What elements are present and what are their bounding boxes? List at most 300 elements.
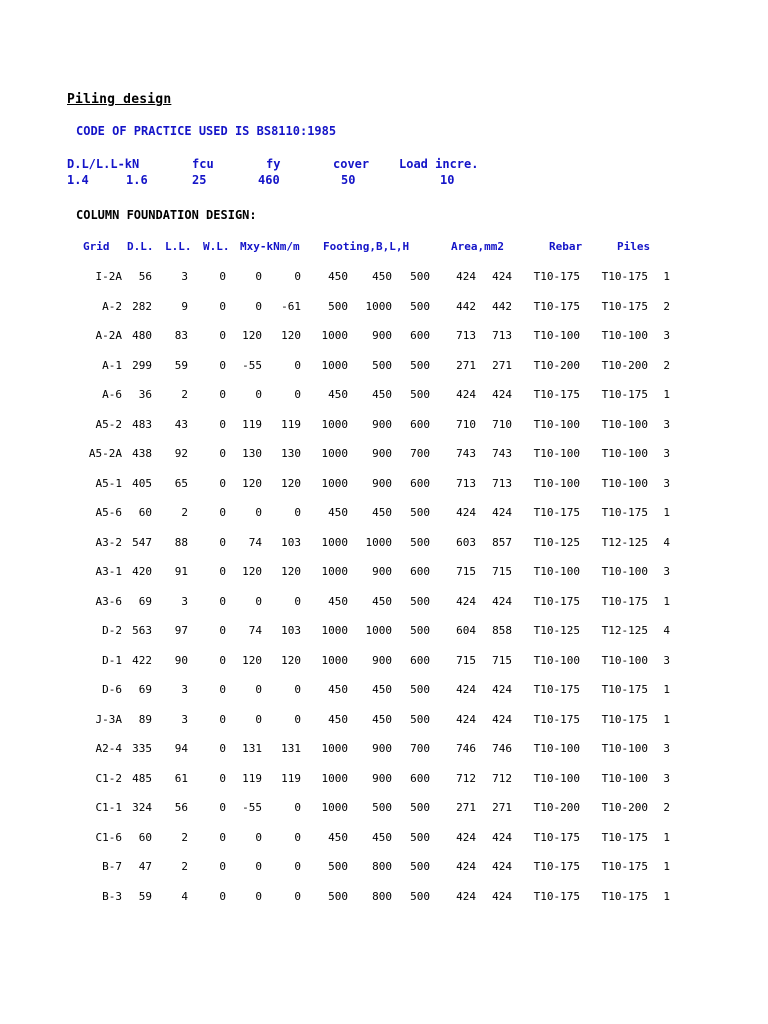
table-body — [0, 270, 768, 919]
cell-moment-y: 0 — [294, 506, 301, 519]
cell-dead-load: 36 — [138, 388, 152, 401]
cell-footing-h: 600 — [410, 417, 430, 431]
cell-footing-l: 900 — [372, 329, 392, 342]
cell-moment-x: 120 — [242, 329, 262, 342]
cell-rebar-x: T10-175 — [533, 860, 580, 873]
cell-area-y: 424 — [492, 683, 512, 696]
cell-rebar-y: T10-175 — [601, 388, 648, 401]
cell-area-y: 424 — [492, 388, 512, 401]
cell-moment-x: 0 — [255, 594, 262, 608]
cell-footing-h: 500 — [410, 712, 430, 726]
cell-moment-x: 0 — [255, 270, 262, 283]
cell-moment-x: 120 — [242, 653, 262, 667]
cell-wind-load: 0 — [219, 358, 226, 372]
column-header-rebar: Rebar — [549, 240, 583, 253]
cell-footing-l: 500 — [372, 358, 392, 372]
cell-wind-load: 0 — [219, 860, 226, 873]
cell-rebar-x: T10-175 — [533, 889, 580, 903]
cell-rebar-x: T10-100 — [533, 447, 580, 460]
cell-area-x: 715 — [456, 565, 476, 578]
cell-area-y: 271 — [492, 358, 512, 372]
cell-live-load: 43 — [174, 417, 188, 431]
cell-footing-h: 600 — [410, 653, 430, 667]
cell-rebar-x: T10-100 — [533, 565, 580, 578]
cell-wind-load: 0 — [219, 889, 226, 903]
cell-footing-l: 800 — [372, 889, 392, 903]
cell-rebar-y: T12-125 — [601, 624, 648, 637]
cell-area-y: 712 — [492, 771, 512, 785]
code-of-practice-line: CODE OF PRACTICE USED IS BS8110:1985 — [76, 124, 337, 138]
table-row — [0, 742, 768, 772]
cell-wind-load: 0 — [219, 624, 226, 637]
cell-moment-x: 0 — [255, 299, 262, 313]
cell-piles: 3 — [663, 771, 670, 785]
cell-rebar-x: T10-175 — [533, 506, 580, 519]
cell-footing-h: 500 — [410, 889, 430, 903]
table-row — [0, 772, 768, 802]
param-header-fy: fy — [266, 157, 281, 171]
cell-footing-h: 500 — [410, 299, 430, 313]
table-row — [0, 447, 768, 477]
cell-moment-y: 120 — [281, 329, 301, 342]
cell-area-y: 857 — [492, 535, 512, 549]
cell-wind-load: 0 — [219, 801, 226, 814]
cell-wind-load: 0 — [219, 447, 226, 460]
cell-area-y: 424 — [492, 712, 512, 726]
cell-moment-x: 0 — [255, 683, 262, 696]
cell-rebar-x: T10-125 — [533, 624, 580, 637]
cell-moment-y: 0 — [294, 388, 301, 401]
column-header-grid: Grid — [83, 240, 110, 253]
cell-rebar-y: T10-175 — [601, 860, 648, 873]
param-header-load-increment: Load incre. — [399, 157, 479, 171]
parameter-values — [0, 173, 768, 189]
cell-rebar-y: T10-100 — [601, 653, 648, 667]
cell-footing-l: 900 — [372, 742, 392, 755]
param-value-fcu: 25 — [192, 173, 207, 187]
cell-rebar-y: T10-175 — [601, 299, 648, 313]
table-row — [0, 654, 768, 684]
cell-footing-b: 450 — [328, 683, 348, 696]
cell-piles: 1 — [663, 388, 670, 401]
cell-moment-x: 74 — [248, 624, 262, 637]
cell-footing-b: 1000 — [321, 801, 348, 814]
cell-wind-load: 0 — [219, 506, 226, 519]
cell-grid: A3-6 — [95, 594, 122, 608]
cell-wind-load: 0 — [219, 476, 226, 490]
cell-dead-load: 405 — [132, 476, 152, 490]
cell-live-load: 97 — [174, 624, 188, 637]
table-row — [0, 565, 768, 595]
cell-footing-b: 450 — [328, 594, 348, 608]
cell-area-x: 424 — [456, 712, 476, 726]
cell-rebar-y: T10-200 — [601, 358, 648, 372]
cell-rebar-y: T10-100 — [601, 742, 648, 755]
cell-rebar-x: T10-175 — [533, 830, 580, 844]
cell-area-x: 713 — [456, 329, 476, 342]
cell-live-load: 88 — [174, 535, 188, 549]
cell-dead-load: 485 — [132, 771, 152, 785]
cell-dead-load: 438 — [132, 447, 152, 460]
cell-dead-load: 59 — [138, 889, 152, 903]
cell-rebar-y: T10-200 — [601, 801, 648, 814]
cell-rebar-x: T10-175 — [533, 683, 580, 696]
cell-moment-x: 119 — [242, 417, 262, 431]
table-row — [0, 359, 768, 389]
cell-moment-y: 119 — [281, 771, 301, 785]
cell-moment-x: 120 — [242, 565, 262, 578]
cell-live-load: 90 — [174, 653, 188, 667]
section-title: COLUMN FOUNDATION DESIGN: — [76, 208, 257, 222]
cell-wind-load: 0 — [219, 270, 226, 283]
cell-wind-load: 0 — [219, 712, 226, 726]
cell-piles: 2 — [663, 801, 670, 814]
cell-area-x: 743 — [456, 447, 476, 460]
cell-rebar-y: T10-175 — [601, 594, 648, 608]
cell-live-load: 3 — [181, 270, 188, 283]
cell-grid: A2-4 — [95, 742, 122, 755]
cell-rebar-y: T10-100 — [601, 565, 648, 578]
cell-wind-load: 0 — [219, 742, 226, 755]
table-row — [0, 890, 768, 920]
cell-area-x: 271 — [456, 801, 476, 814]
cell-footing-l: 450 — [372, 830, 392, 844]
cell-live-load: 83 — [174, 329, 188, 342]
cell-footing-l: 450 — [372, 270, 392, 283]
cell-area-x: 713 — [456, 476, 476, 490]
param-header-load-factors: D.L/L.L-kN — [67, 157, 140, 171]
cell-area-y: 424 — [492, 506, 512, 519]
cell-rebar-x: T10-175 — [533, 270, 580, 283]
cell-moment-y: 0 — [294, 801, 301, 814]
cell-footing-h: 500 — [410, 860, 430, 873]
cell-rebar-x: T10-100 — [533, 417, 580, 431]
cell-piles: 3 — [663, 417, 670, 431]
cell-area-y: 743 — [492, 447, 512, 460]
cell-grid: C1-6 — [95, 830, 122, 844]
cell-area-x: 712 — [456, 771, 476, 785]
table-header — [0, 240, 768, 256]
cell-footing-l: 800 — [372, 860, 392, 873]
cell-area-y: 713 — [492, 476, 512, 490]
cell-piles: 1 — [663, 860, 670, 873]
cell-grid: I-2A — [95, 270, 122, 283]
cell-moment-y: 0 — [294, 830, 301, 844]
cell-moment-y: 0 — [294, 358, 301, 372]
cell-dead-load: 60 — [138, 506, 152, 519]
cell-footing-h: 500 — [410, 535, 430, 549]
table-row — [0, 683, 768, 713]
cell-grid: D-2 — [102, 624, 122, 637]
cell-piles: 3 — [663, 329, 670, 342]
cell-grid: J-3A — [95, 712, 122, 726]
cell-wind-load: 0 — [219, 417, 226, 431]
cell-piles: 3 — [663, 653, 670, 667]
cell-grid: C1-1 — [95, 801, 122, 814]
cell-rebar-y: T10-100 — [601, 771, 648, 785]
cell-piles: 1 — [663, 889, 670, 903]
cell-dead-load: 420 — [132, 565, 152, 578]
cell-area-x: 710 — [456, 417, 476, 431]
cell-footing-h: 500 — [410, 683, 430, 696]
cell-moment-x: 0 — [255, 712, 262, 726]
cell-footing-b: 450 — [328, 506, 348, 519]
cell-footing-b: 1000 — [321, 417, 348, 431]
cell-live-load: 2 — [181, 830, 188, 844]
cell-moment-y: 0 — [294, 860, 301, 873]
cell-footing-h: 500 — [410, 388, 430, 401]
param-value-load-increment: 10 — [440, 173, 455, 187]
cell-area-y: 271 — [492, 801, 512, 814]
cell-live-load: 61 — [174, 771, 188, 785]
cell-dead-load: 60 — [138, 830, 152, 844]
cell-live-load: 3 — [181, 712, 188, 726]
cell-live-load: 92 — [174, 447, 188, 460]
cell-footing-b: 500 — [328, 860, 348, 873]
cell-live-load: 2 — [181, 388, 188, 401]
cell-wind-load: 0 — [219, 299, 226, 313]
cell-rebar-x: T10-125 — [533, 535, 580, 549]
table-row — [0, 300, 768, 330]
cell-rebar-x: T10-175 — [533, 594, 580, 608]
cell-live-load: 59 — [174, 358, 188, 372]
cell-footing-h: 500 — [410, 801, 430, 814]
cell-rebar-x: T10-100 — [533, 771, 580, 785]
param-value-dl-factor: 1.4 — [67, 173, 89, 187]
cell-moment-y: -61 — [281, 299, 301, 313]
cell-footing-h: 500 — [410, 358, 430, 372]
cell-live-load: 3 — [181, 683, 188, 696]
cell-rebar-y: T10-100 — [601, 329, 648, 342]
cell-moment-y: 0 — [294, 712, 301, 726]
table-row — [0, 506, 768, 536]
cell-dead-load: 282 — [132, 299, 152, 313]
cell-footing-h: 600 — [410, 565, 430, 578]
cell-rebar-x: T10-100 — [533, 329, 580, 342]
cell-moment-y: 103 — [281, 535, 301, 549]
cell-area-x: 424 — [456, 270, 476, 283]
cell-moment-x: 131 — [242, 742, 262, 755]
page-title: Piling design — [67, 92, 172, 107]
cell-grid: A3-2 — [95, 535, 122, 549]
cell-piles: 3 — [663, 565, 670, 578]
cell-area-x: 746 — [456, 742, 476, 755]
cell-footing-h: 600 — [410, 329, 430, 342]
cell-footing-l: 450 — [372, 506, 392, 519]
cell-dead-load: 422 — [132, 653, 152, 667]
cell-area-y: 424 — [492, 830, 512, 844]
cell-live-load: 94 — [174, 742, 188, 755]
table-row — [0, 831, 768, 861]
table-row — [0, 801, 768, 831]
cell-live-load: 3 — [181, 594, 188, 608]
cell-footing-l: 900 — [372, 476, 392, 490]
cell-footing-l: 450 — [372, 712, 392, 726]
cell-rebar-x: T10-100 — [533, 653, 580, 667]
cell-rebar-x: T10-100 — [533, 476, 580, 490]
cell-live-load: 4 — [181, 889, 188, 903]
cell-wind-load: 0 — [219, 535, 226, 549]
cell-wind-load: 0 — [219, 830, 226, 844]
cell-dead-load: 480 — [132, 329, 152, 342]
cell-moment-x: 130 — [242, 447, 262, 460]
cell-grid: D-6 — [102, 683, 122, 696]
cell-piles: 1 — [663, 683, 670, 696]
cell-footing-b: 450 — [328, 712, 348, 726]
cell-rebar-y: T10-100 — [601, 417, 648, 431]
cell-grid: B-3 — [102, 889, 122, 903]
cell-footing-l: 900 — [372, 417, 392, 431]
cell-area-x: 424 — [456, 889, 476, 903]
cell-area-x: 715 — [456, 653, 476, 667]
cell-wind-load: 0 — [219, 388, 226, 401]
cell-wind-load: 0 — [219, 683, 226, 696]
column-header-piles: Piles — [617, 240, 651, 253]
cell-footing-b: 500 — [328, 889, 348, 903]
cell-footing-b: 500 — [328, 299, 348, 313]
cell-moment-y: 103 — [281, 624, 301, 637]
cell-grid: C1-2 — [95, 771, 122, 785]
table-row — [0, 624, 768, 654]
cell-area-y: 715 — [492, 565, 512, 578]
cell-live-load: 56 — [174, 801, 188, 814]
cell-area-y: 424 — [492, 860, 512, 873]
cell-footing-b: 1000 — [321, 565, 348, 578]
column-header-ll: L.L. — [165, 240, 192, 253]
cell-piles: 2 — [663, 299, 670, 313]
cell-wind-load: 0 — [219, 653, 226, 667]
cell-moment-y: 120 — [281, 653, 301, 667]
cell-grid: A5-2A — [88, 447, 122, 460]
cell-moment-x: 0 — [255, 388, 262, 401]
cell-footing-b: 450 — [328, 830, 348, 844]
cell-footing-b: 1000 — [321, 447, 348, 460]
cell-footing-b: 1000 — [321, 329, 348, 342]
cell-area-y: 424 — [492, 270, 512, 283]
param-value-cover: 50 — [341, 173, 356, 187]
table-row — [0, 713, 768, 743]
cell-live-load: 9 — [181, 299, 188, 313]
param-header-fcu: fcu — [192, 157, 214, 171]
cell-area-x: 603 — [456, 535, 476, 549]
cell-area-y: 715 — [492, 653, 512, 667]
cell-rebar-y: T12-125 — [601, 535, 648, 549]
cell-dead-load: 69 — [138, 594, 152, 608]
cell-grid: A5-6 — [95, 506, 122, 519]
cell-live-load: 2 — [181, 506, 188, 519]
cell-footing-l: 500 — [372, 801, 392, 814]
cell-grid: B-7 — [102, 860, 122, 873]
cell-area-x: 424 — [456, 388, 476, 401]
cell-area-x: 424 — [456, 860, 476, 873]
cell-area-x: 424 — [456, 594, 476, 608]
cell-footing-l: 1000 — [365, 299, 392, 313]
cell-dead-load: 299 — [132, 358, 152, 372]
cell-dead-load: 335 — [132, 742, 152, 755]
column-header-area: Area,mm2 — [451, 240, 504, 253]
cell-live-load: 65 — [174, 476, 188, 490]
cell-wind-load: 0 — [219, 329, 226, 342]
cell-footing-h: 600 — [410, 771, 430, 785]
cell-piles: 1 — [663, 712, 670, 726]
parameter-headers — [0, 157, 768, 173]
cell-piles: 3 — [663, 476, 670, 490]
table-row — [0, 477, 768, 507]
cell-rebar-y: T10-175 — [601, 683, 648, 696]
cell-rebar-y: T10-100 — [601, 476, 648, 490]
cell-dead-load: 56 — [138, 270, 152, 283]
cell-dead-load: 324 — [132, 801, 152, 814]
cell-piles: 4 — [663, 624, 670, 637]
cell-piles: 3 — [663, 742, 670, 755]
cell-grid: A5-1 — [95, 476, 122, 490]
cell-rebar-y: T10-175 — [601, 830, 648, 844]
cell-footing-h: 500 — [410, 624, 430, 637]
cell-wind-load: 0 — [219, 565, 226, 578]
cell-footing-h: 600 — [410, 476, 430, 490]
cell-footing-l: 450 — [372, 683, 392, 696]
column-header-moment: Mxy-kNm/m — [240, 240, 300, 253]
cell-moment-y: 131 — [281, 742, 301, 755]
cell-piles: 1 — [663, 594, 670, 608]
cell-grid: A3-1 — [95, 565, 122, 578]
table-row — [0, 270, 768, 300]
cell-rebar-x: T10-200 — [533, 358, 580, 372]
cell-moment-y: 0 — [294, 889, 301, 903]
cell-rebar-y: T10-175 — [601, 270, 648, 283]
cell-footing-b: 1000 — [321, 358, 348, 372]
cell-area-x: 424 — [456, 683, 476, 696]
cell-footing-b: 1000 — [321, 653, 348, 667]
cell-grid: A-1 — [102, 358, 122, 372]
cell-live-load: 2 — [181, 860, 188, 873]
cell-footing-l: 900 — [372, 447, 392, 460]
cell-footing-b: 1000 — [321, 624, 348, 637]
cell-rebar-y: T10-175 — [601, 506, 648, 519]
cell-footing-l: 1000 — [365, 535, 392, 549]
cell-footing-b: 450 — [328, 270, 348, 283]
cell-footing-l: 450 — [372, 388, 392, 401]
cell-piles: 3 — [663, 447, 670, 460]
cell-rebar-y: T10-100 — [601, 447, 648, 460]
cell-footing-l: 450 — [372, 594, 392, 608]
cell-rebar-x: T10-200 — [533, 801, 580, 814]
cell-rebar-y: T10-175 — [601, 712, 648, 726]
param-header-cover: cover — [333, 157, 370, 171]
cell-dead-load: 69 — [138, 683, 152, 696]
cell-piles: 2 — [663, 358, 670, 372]
cell-moment-x: 119 — [242, 771, 262, 785]
cell-rebar-x: T10-100 — [533, 742, 580, 755]
cell-moment-y: 0 — [294, 270, 301, 283]
cell-footing-l: 900 — [372, 565, 392, 578]
cell-moment-y: 119 — [281, 417, 301, 431]
cell-moment-x: 0 — [255, 860, 262, 873]
column-header-footing: Footing,B,L,H — [323, 240, 410, 253]
table-row — [0, 536, 768, 566]
cell-dead-load: 547 — [132, 535, 152, 549]
cell-footing-h: 500 — [410, 506, 430, 519]
cell-live-load: 91 — [174, 565, 188, 578]
cell-moment-x: -55 — [242, 801, 262, 814]
cell-rebar-x: T10-175 — [533, 712, 580, 726]
table-row — [0, 860, 768, 890]
cell-wind-load: 0 — [219, 594, 226, 608]
cell-footing-b: 1000 — [321, 742, 348, 755]
cell-grid: A5-2 — [95, 417, 122, 431]
cell-footing-b: 450 — [328, 388, 348, 401]
cell-footing-h: 500 — [410, 594, 430, 608]
